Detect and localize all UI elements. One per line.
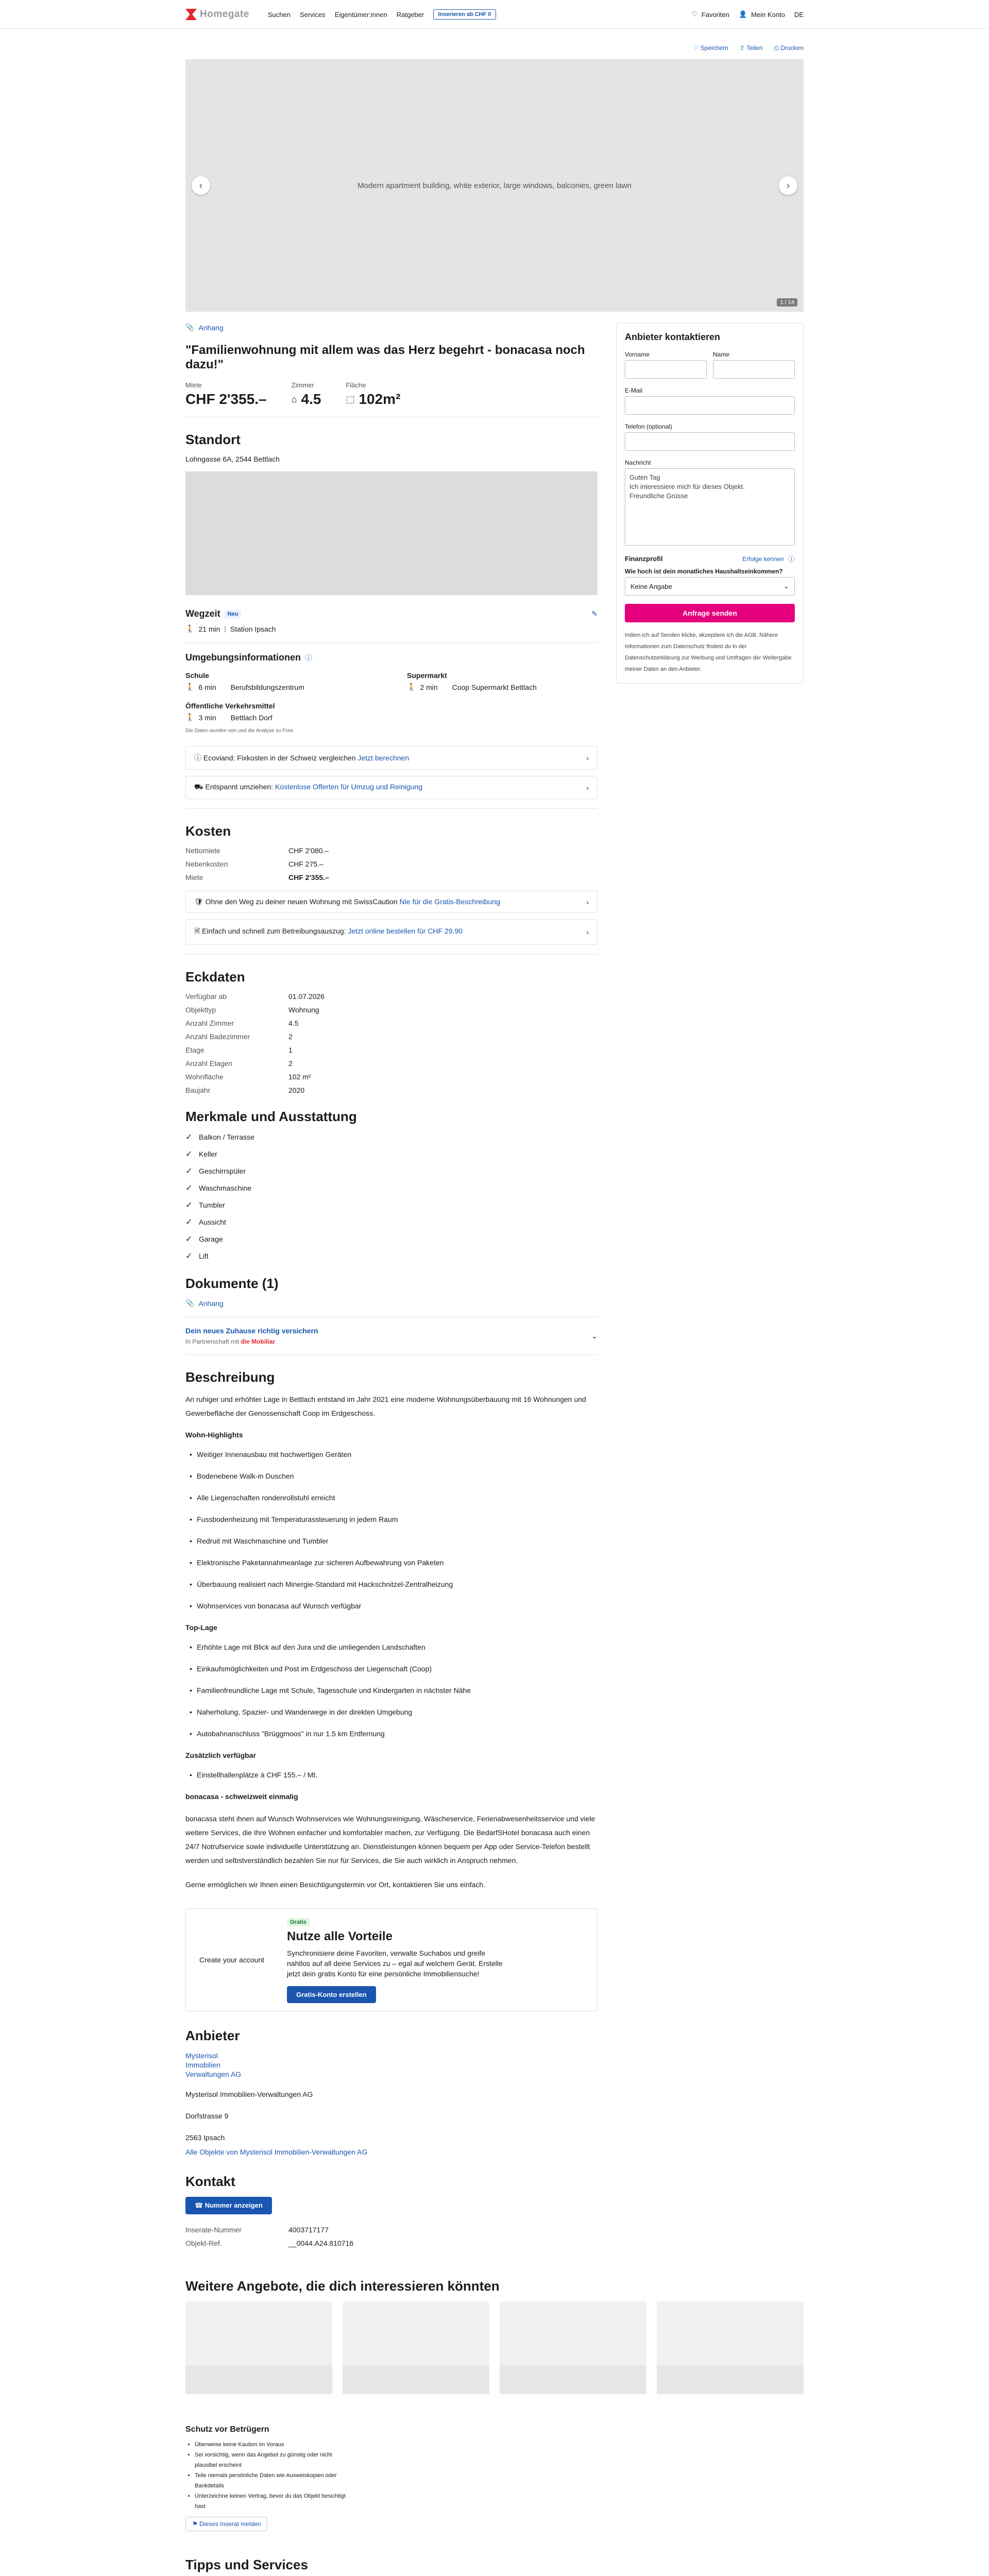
offer-card-placeholder[interactable] [343,2301,489,2394]
school-label: Schule [185,671,209,680]
main-column: 📎 Anhang "Familienwohnung mit allem was das Herz begehrt - bonacasa noch dazu!" Miete CHF 2'355.– Zimmer ⌂ 4.5 Fläche ⬚ 102m² Standort Lohngasse 6A, 2544 Bettlach Wegzeit Neu ✎ 🚶 21 min | Station Ipsach Umgebungsinformationen ⓘ Schule 🚶 6 min Berufsbildungszentrum Supermarkt 🚶 2 min Coop Supermarkt Bettlach Öffentliche Verkehrsmittel 🚶 3 min Bettlach Dorf Die Daten wurden von und die Analyse zu Free ⓘ Ecoviand: Fixkosten in der Schweiz vergleichen Jetzt berechnen › ⛟ Entspannt umziehen: Kostenlose Offerten für Umzug und Reinigung › Kosten Nettomiete CHF 2'080.– Nebenkosten CHF 275.– Miete CHF 2'355.– 🛡 Ohne den Weg zu deiner neuen Wohnung mit SwissCaution Nie für die Gratis-Beschreibung › 🗎 Einfach und schnell zum Betreibungsauszug: Jetzt online bestellen für CHF 29.90 › Eckdaten Verfügbar ab 01.07.2026 Objekttyp Wohnung Anzahl Zimmer 4.5 Anzahl Badezimmer 2 Etage 1 Anzahl Etagen 2 Wohnfläche 102 m² Baujahr 2020 Merkmale und Ausstattung ✓ Balkon / Terrasse ✓ Keller ✓ Geschirrspüler ✓ Waschmaschine ✓ Tumbler ✓ Aussicht ✓ Garage ✓ Lift Dokumente (1) 📎 Anhang Dein neues Zuhause richtig versichern In Partnerschaft mit die Mobiliar ⌄ Beschreibung An ruhiger und erhöhter Lage in Bettlach entstand im Jahr 2021 eine moderne Wohnungsüberbauung mit 16 Wohnungen und Gewerbefläche der Genossenschaft Coop im Erdgeschoss. Wohn-Highlights • Weitiger Innenausbau mit hochwertigen Geräten • Bodenebene Walk-in Duschen • Alle Liegenschaften rondenrollstuhl erreicht • Fussbodenheizung mit Temperaturassteuerung in jedem Raum • Redruit mit Waschmaschine und Tumbler • Elektronische Paketannahmeanlage zur sicheren Aufbewahrung von Paketen • Überbauung realisiert nach Minergie-Standard mit Hackschnitzel-Zentralheizung • Wohnservices von bonacasa auf Wunsch verfügbar Top-Lage • Erhöhte Lage mit Blick auf den Jura und die umliegenden Landschaften • Einkaufsmöglichkeiten und Post im Erdgeschoss der Liegenschaft (Coop) • Familienfreundliche Lage mit Schule, Tagesschule und Kindergarten in nächster Nähe • Naherholung, Spazier- und Wanderwege in der direkten Umgebung • Autobahnanschluss "Brüggmoos" in nur 1.5 km Entfernung Zusätzlich verfügbar • Einstellhallenplätze à CHF 155.– / Mt. bonacasa - schweizweit einmalig bonacasa steht ihnen auf Wunsch Wohnservices wie Wohnungsreinigung, Wäscheservice, Ferienabwesenheitsservice und viele weitere Services, die Ihre Wohnen einfacher und komfortabler machen, zur Verfügung. Die BedarfSHotel bonacasa auch einen 24/7 Notrufservice sowie individuelle Unterstützung an. Dienstleistungen können bequem per App oder Service-Telefon bestellt werden und selbstverständlich bezahlen Sie nur für Services, die Sie auch wirklich in Anspruch nehmen. Gerne ermöglichen wir Ihnen einen Besichtigungstermin vor Ort, kontaktieren Sie uns einfach. Create your account Gratis Nutze alle Vorteile Synchronisiere deine Favoriten, verwalte Suchabos und greife nahtlos auf all deine Services zu – egal auf welchem Gerät. Erstelle jetzt dein gratis Konto für eine persönliche Immobiliensuche! Gratis-Konto erstellen Anbieter Mysterisol Immobilien Verwaltungen AG Mysterisol Immobilien-Verwaltungen AG Dorfstrasse 9 2563 Ipsach Alle Objekte von Mysterisol Immobilien-Verwaltungen AG Kontakt ☎ Nummer anzeigen Inserate-Nummer 4003717177 Objekt-Ref. __0044.A24.810716 [185,321,598,2247]
feature-label: Waschmaschine [199,1184,252,1192]
feature-label: Garage [199,1235,223,1243]
fraud-item: • Teile niemals persönliche Daten wie Ausweiskopien oder Bankdetails [195,2470,355,2491]
rooms-value: 4.5 [301,391,321,407]
homegate-logo[interactable] [185,9,249,20]
detail-key: Anzahl Zimmer [185,1019,234,1027]
transit-name: Bettlach Dorf [230,713,272,722]
account-label: Mein Konto [751,10,785,19]
main-nav [268,11,424,19]
fraud-item: • Unterzeichne keinen Vertrag, bevor du das Objekt besichtigt hast [195,2491,355,2512]
moving-promo[interactable] [185,776,598,799]
user-icon: 👤 [738,10,747,18]
insurance-promo[interactable] [185,1327,598,1345]
ref-label: Objekt-Ref. [185,2239,222,2247]
desc-subheading: bonacasa - schweizweit einmalig [185,1792,298,1801]
check-icon: ✓ [185,1150,193,1159]
feature-label: Keller [199,1150,217,1158]
extract-text: Einfach und schnell zum Betreibungsauszug: [202,927,346,935]
detail-key: Verfügbar ab [185,992,227,1001]
description-bonacasa: bonacasa steht ihnen auf Wunsch Wohnservices wie Wohnungsreinigung, Wäscheservice, Ferienabwesenheitsservice und viele weitere Services, die Ihre Wohnen einfacher und komfortabler machen, zur Verfügung. Die BedarfSHotel bonacasa auch einen 24/7 Notrufservice sowie individuelle Unterstützung an. Dienstleistungen können bequem per App oder Service-Telefon bestellt werden und selbstverständlich bezahlen Sie nur für Services, die Sie auch wirklich in Anspruch nehmen. [185,1815,595,1865]
details-table [185,992,598,1094]
nav-search[interactable]: Suchen [267,10,291,19]
document-link[interactable]: Anhang [198,1299,224,1308]
commute-destination: Station Ipsach [230,624,276,633]
provider-all-objects-link[interactable]: Alle Objekte von Mysterisol Immobilien-Verwaltungen AG [185,2148,368,2156]
gallery-prev-button[interactable] [192,176,210,195]
check-icon: ✓ [185,1201,193,1210]
description-heading: Beschreibung [185,1369,275,1385]
print-button[interactable]: ⎙ Drucken [774,44,804,52]
phone-input[interactable] [625,432,795,451]
costs-heading: Kosten [185,823,231,839]
caution-link[interactable]: Nie für die Gratis-Beschreibung [399,897,500,906]
commute-time: 21 min [198,624,220,633]
feature-item [185,1149,598,1159]
extract-link[interactable]: Jetzt online bestellen für CHF 29.90 [348,927,463,935]
offer-card-placeholder[interactable] [657,2301,804,2394]
contact-form [616,323,804,684]
edit-icon[interactable]: ✎ [591,609,598,618]
account-link[interactable] [739,10,785,19]
message-label: Nachricht [625,459,651,466]
desc-subheading: Zusätzlich verfügbar [185,1751,256,1759]
location-list [185,1643,598,1738]
more-offers-carousel [185,2301,804,2394]
info-icon[interactable]: ⓘ [788,555,795,563]
feature-label: Geschirrspüler [199,1167,246,1175]
last-name-label: Name [713,351,730,358]
moving-link[interactable]: Kostenlose Offerten für Umzug und Reinigung [275,783,423,791]
surroundings-note: Die Daten wurden von und die Analyse zu Free [185,728,294,734]
description-bullet: • Überbauung realisiert nach Minergie-Standard mit Hackschnitzel-Zentralheizung [197,1580,598,1588]
feature-item [185,1183,598,1193]
detail-value: Wohnung [288,1006,319,1014]
feature-item [185,1251,598,1261]
provider-logo: Mysterisol Immobilien Verwaltungen AG [185,2052,242,2078]
income-label: Wie hoch ist dein monatliches Haushaltseinkommen? [625,568,783,575]
offer-card-placeholder[interactable] [185,2301,332,2394]
contact-heading: Kontakt [185,2174,235,2189]
detail-value: 2020 [288,1086,305,1094]
fixcost-text: Ecoviand: Fixkosten in der Schweiz vergleichen [203,754,356,762]
cost-value: CHF 2'080.– [288,846,329,855]
surroundings-grid [185,671,598,722]
fixcost-link[interactable]: Jetzt berechnen [357,754,410,762]
chevron-right-icon: › [586,754,589,762]
site-header [0,0,989,29]
caution-promo[interactable] [185,891,598,913]
contact-legal: Indem ich auf Senden klicke, akzeptiere ich die AGB. Nähere Informationen zum Datenschutz findest du in der Datenschutzerklärung zur Werbung und Umfragen der Weitergabe meiner Daten an den Anbieter. [625,632,792,672]
finance-profile-link[interactable]: Erfolge kennen [742,555,784,563]
detail-value: 1 [288,1046,293,1054]
nav-guide[interactable]: Ratgeber [396,10,424,19]
feature-label: Balkon / Terrasse [199,1133,254,1141]
walk-icon: 🚶 [407,683,416,691]
gallery-image-placeholder: Modern apartment building, white exterior, large windows, balconies, green lawn [357,181,632,190]
description-bullet: • Einkaufsmöglichkeiten und Post im Erdgeschoss der Liegenschaft (Coop) [197,1665,598,1673]
detail-key: Anzahl Badezimmer [185,1032,250,1041]
chevron-down-icon: ⌄ [591,1331,598,1340]
provider-city: 2563 Ipsach [185,2133,225,2142]
insurance-title: Dein neues Zuhause richtig versichern [185,1327,318,1335]
ref-value: __0044.A24.810716 [288,2239,354,2247]
feature-item [185,1217,598,1227]
costs-table [185,846,598,882]
description-bullet: • Einstellhallenplätze à CHF 155.– / Mt. [197,1771,598,1779]
moving-text: Entspannt umziehen: [205,783,274,791]
detail-key: Baujahr [185,1086,211,1094]
income-select[interactable] [625,577,795,596]
contact-form-heading: Anbieter kontaktieren [625,332,721,342]
finance-profile-label: Finanzprofil [625,555,663,563]
attachment-icon: 📎 [185,1299,195,1307]
share-label: Teilen [746,44,763,52]
insurance-sub: In Partnerschaft mit [185,1338,240,1345]
cost-value: CHF 275.– [288,860,323,868]
detail-value: 4.5 [288,1019,299,1027]
attachment-link[interactable]: Anhang [198,323,224,332]
more-offers-heading: Weitere Angebote, die dich interessieren könnten [185,2278,500,2294]
detail-key: Etage [185,1046,204,1054]
detail-key: Wohnfläche [185,1073,224,1081]
key-facts [185,381,598,408]
feature-item [185,1234,598,1244]
gallery-counter: 1 / 14 [777,298,797,307]
detail-key: Objekttyp [185,1006,216,1014]
area-value: 102m² [359,391,401,407]
nav-services[interactable]: Services [299,10,326,19]
features-heading: Merkmale und Ausstattung [185,1109,357,1124]
feature-item [185,1166,598,1176]
send-request-button[interactable]: Anfrage senden [625,604,795,622]
fixcost-promo[interactable] [185,746,598,770]
mobiliar-logo: die Mobiliar [241,1338,276,1345]
feature-label: Tumbler [199,1201,225,1209]
market-label: Supermarkt [407,671,447,680]
account-promo [185,1908,598,2011]
cost-key: Miete [185,873,203,882]
document-icon: 🗎 [194,927,200,935]
extract-promo[interactable] [185,919,598,945]
provider-street: Dorfstrasse 9 [185,2112,229,2120]
homegate-logo-icon [185,9,197,20]
detail-value: 01.07.2026 [288,992,325,1001]
surroundings-heading: Umgebungsinformationen [185,652,301,663]
heart-icon: ♡ [691,10,697,18]
create-account-button[interactable]: Gratis-Konto erstellen [287,1986,376,2003]
truck-icon: ⛟ [194,783,203,791]
provider-heading: Anbieter [185,2028,240,2043]
cost-key: Nebenkosten [185,860,228,868]
info-icon[interactable]: ⓘ [305,653,312,662]
area-label: Fläche [346,381,366,389]
extras-list [185,1771,598,1779]
income-value: Keine Angabe [630,582,672,590]
chevron-right-icon: › [586,928,589,936]
walk-icon: 🚶 [185,624,195,633]
attachment-icon: 📎 [185,323,195,331]
check-icon: ✓ [185,1235,193,1244]
favorites-label: Favoriten [701,10,729,19]
email-input[interactable] [625,396,795,415]
area-icon: ⬚ [346,394,355,404]
report-listing-label: Dieses Inserat melden [199,2520,261,2528]
detail-key: Anzahl Etagen [185,1059,233,1067]
show-number-button[interactable]: ☎ Nummer anzeigen [185,2197,272,2214]
description-bullet: • Elektronische Paketannahmeanlage zur sicheren Aufbewahrung von Paketen [197,1558,598,1567]
desc-subheading: Top-Lage [185,1623,217,1632]
location-heading: Standort [185,432,241,447]
detail-value: 102 m² [288,1073,311,1081]
description-bullet: • Autobahnanschluss "Brüggmoos" in nur 1.5 km Entfernung [197,1730,598,1738]
walk-icon: 🚶 [185,713,195,721]
description [185,1369,598,1892]
detail-value: 2 [288,1059,293,1067]
description-bullet: • Weitiger Innenausbau mit hochwertigen Geräten [197,1450,598,1459]
nav-owners[interactable]: Eigentümer:innen [334,10,387,19]
fraud-item: • Überweise keine Kaution im Voraus [195,2439,355,2450]
rent-label: Miete [185,381,202,389]
save-label: Speichern [700,44,728,52]
cost-value: CHF 2'355.– [288,873,329,882]
insert-button[interactable]: Inserieren ab CHF 0 [433,9,496,20]
description-bullet: • Wohnservices von bonacasa auf Wunsch verfügbar [197,1602,598,1610]
highlights-list [185,1450,598,1610]
contact-sidebar [616,321,804,2247]
save-button[interactable]: ♡ Speichern [693,44,728,52]
description-bullet: • Redruit mit Waschmaschine und Tumbler [197,1537,598,1545]
print-label: Drucken [780,44,804,52]
offer-card-placeholder[interactable] [500,2301,646,2394]
feature-label: Lift [199,1252,209,1260]
fraud-list [195,2439,355,2512]
feature-item [185,1200,598,1210]
report-listing-button[interactable]: ⚑ Dieses Inserat melden [185,2517,267,2531]
ref-value: 4003717177 [288,2226,329,2234]
rent-value: CHF 2'355.– [185,391,267,407]
share-button[interactable]: ⇪ Teilen [739,44,763,52]
desc-subheading: Wohn-Highlights [185,1431,243,1439]
fraud-protection [185,2425,355,2531]
show-number-label: Nummer anzeigen [204,2201,263,2209]
fraud-heading: Schutz vor Betrügern [185,2425,269,2434]
school-name: Berufsbildungszentrum [230,683,304,691]
market-name: Coop Supermarkt Bettlach [452,683,537,691]
description-bullet: • Alle Liegenschaften rondenrollstuhl erreicht [197,1494,598,1502]
description-bullet: • Bodenebene Walk-in Duschen [197,1472,598,1480]
location-map[interactable] [185,471,598,595]
account-promo-text: Synchronisiere deine Favoriten, verwalte Suchabos und greife nahtlos auf all deine Services zu – egal auf welchem Gerät. Erstelle jetzt dein gratis Konto für eine persönliche Immobiliensuche! [287,1948,503,1978]
caution-text: Ohne den Weg zu deiner neuen Wohnung mit SwissCaution [205,897,398,906]
chevron-right-icon: › [787,180,790,191]
check-icon: ✓ [185,1218,193,1227]
school-time: 6 min [198,683,216,691]
favorites-link[interactable] [691,10,729,19]
check-icon: ✓ [185,1184,193,1193]
cost-key: Nettomiete [185,846,220,855]
commute-heading: Wegzeit [185,608,220,619]
provider-name: Mysterisol Immobilien-Verwaltungen AG [185,2090,313,2098]
feature-item [185,1132,598,1142]
rooms-icon: ⌂ [291,394,297,404]
first-name-label: Vorname [625,351,650,358]
first-name-input[interactable] [625,360,707,379]
last-name-input[interactable] [713,360,795,379]
phone-label: Telefon (optional) [625,423,673,430]
message-textarea[interactable]: Guten Tag Ich interessiere mich für dieses Objekt. Freundliche Grüsse [625,468,795,546]
chevron-down-icon: ⌄ [783,582,789,590]
features-list [185,1132,598,1261]
description-intro: An ruhiger und erhöhter Lage in Bettlach entstand im Jahr 2021 eine moderne Wohnungsüberbauung mit 16 Wohnungen und Gewerbefläche der Genossenschaft Coop im Erdgeschoss. [185,1395,586,1417]
description-bullet: • Fussbodenheizung mit Temperaturassteuerung in jedem Raum [197,1515,598,1523]
account-promo-left: Create your account [199,1956,265,1964]
check-icon: ✓ [185,1167,193,1176]
gratis-badge: Gratis [287,1918,310,1926]
share-row [185,29,804,59]
transit-time: 3 min [198,713,216,722]
description-bullet: • Familienfreundliche Lage mit Schule, Tagesschule und Kindergarten in nächster Nähe [197,1686,598,1694]
brand-wordmark: Homegate [200,9,249,20]
email-label: E-Mail [625,387,643,394]
chevron-right-icon: › [586,783,589,792]
gallery-next-button[interactable] [779,176,797,195]
description-closing: Gerne ermöglichen wir Ihnen einen Besichtigungstermin vor Ort, kontaktieren Sie uns einfach. [185,1880,486,1889]
description-bullet: • Naherholung, Spazier- und Wanderwege in der direkten Umgebung [197,1708,598,1716]
feature-label: Aussicht [199,1218,226,1226]
walk-icon: 🚶 [185,683,195,691]
market-time: 2 min [420,683,438,691]
chevron-right-icon: › [586,897,589,906]
chevron-left-icon: ‹ [199,180,202,191]
commute-new-badge: Neu [225,610,242,618]
description-bullet: • Erhöhte Lage mit Blick auf den Jura und die umliegenden Landschaften [197,1643,598,1651]
check-icon: ✓ [185,1252,193,1261]
address: Lohngasse 6A, 2544 Bettlach [185,455,280,463]
listing-title: "Familienwohnung mit allem was das Herz begehrt - bonacasa noch dazu!" [185,343,585,371]
check-icon: ✓ [185,1133,193,1142]
fraud-item: • Sei vorsichtig, wenn das Angebot zu günstig oder nicht plausibel erscheint [195,2450,355,2470]
details-heading: Eckdaten [185,969,245,985]
info-icon: ⓘ [194,754,201,762]
rooms-label: Zimmer [291,381,314,389]
tips-heading: Tipps und Services [185,2557,308,2572]
transit-label: Öffentliche Verkehrsmittel [185,702,275,710]
language-switch[interactable]: DE [794,10,804,19]
image-gallery[interactable] [185,59,804,312]
documents-heading: Dokumente (1) [185,1276,279,1291]
detail-value: 2 [288,1032,293,1041]
account-promo-title: Nutze alle Vorteile [287,1929,393,1943]
shield-icon: 🛡 [194,897,203,906]
ref-label: Inserate-Nummer [185,2226,242,2234]
